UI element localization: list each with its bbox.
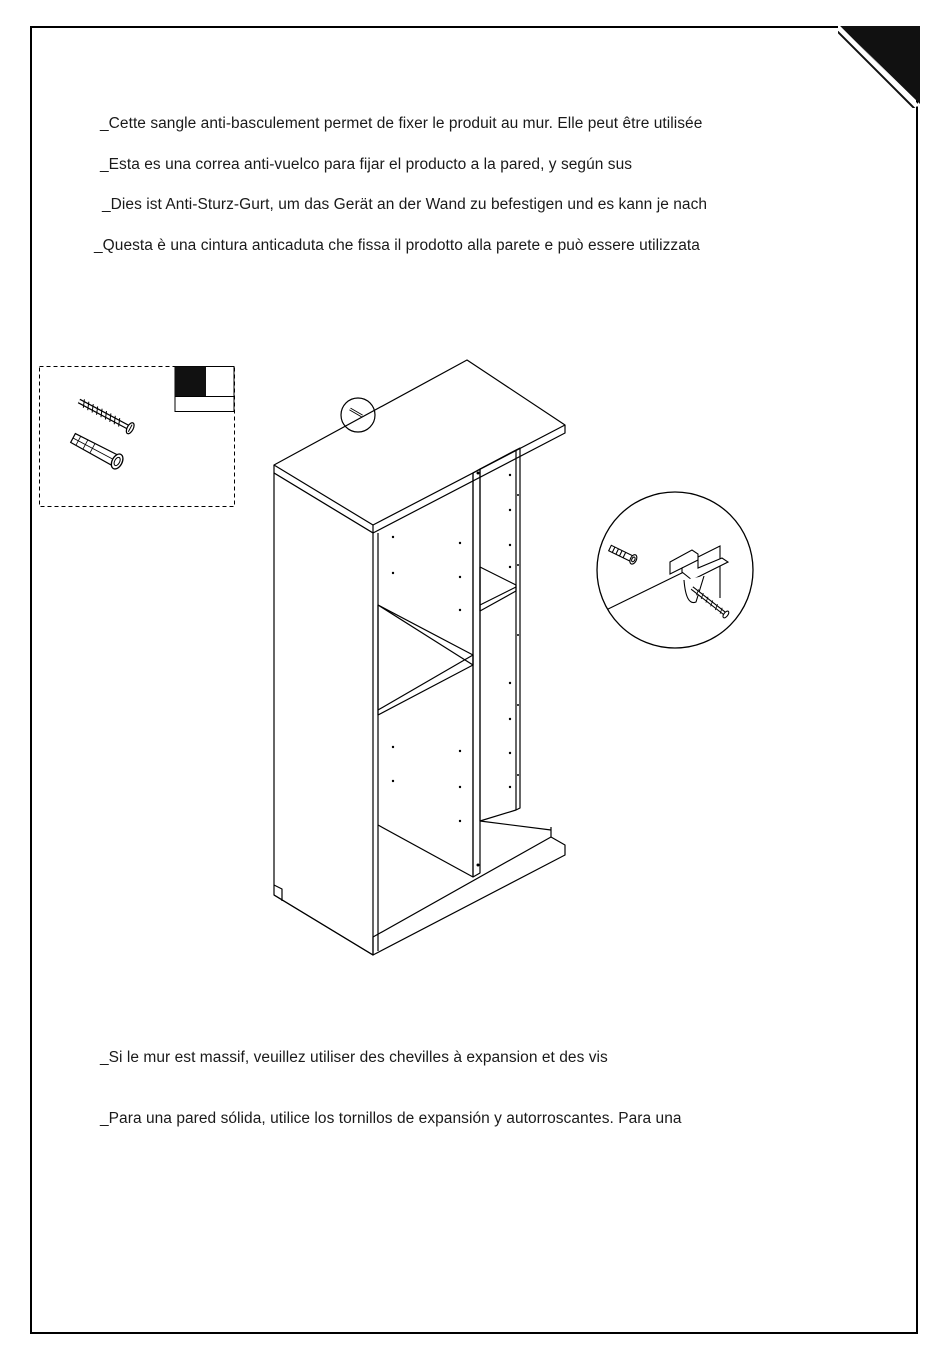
anti-tip-bracket-detail-icon [592, 488, 757, 653]
instruction-spanish-top: _Esta es una correa anti-vuelco para fijar el producto a la pared, y según sus [100, 156, 633, 173]
instruction-french-top: _Cette sangle anti-basculement permet de fixer le produit au mur. Elle peut être utilisée [100, 115, 703, 132]
page-corner-tab-icon [838, 26, 920, 108]
cabinet-illustration [268, 355, 573, 965]
instruction-french-bottom: _Si le mur est massif, veuillez utiliser des chevilles à expansion et des vis [100, 1049, 608, 1066]
instruction-spanish-bottom: _Para una pared sólida, utilice los tornillos de expansión y autorroscantes. Para una [100, 1110, 682, 1127]
screw-and-wall-plug-icon [39, 366, 235, 507]
instruction-italian-top: _Questa è una cintura anticaduta che fissa il prodotto alla parete e può essere utilizzata [94, 237, 700, 254]
instruction-german-top: _Dies ist Anti-Sturz-Gurt, um das Gerät an der Wand zu befestigen und es kann je nach [102, 196, 708, 213]
